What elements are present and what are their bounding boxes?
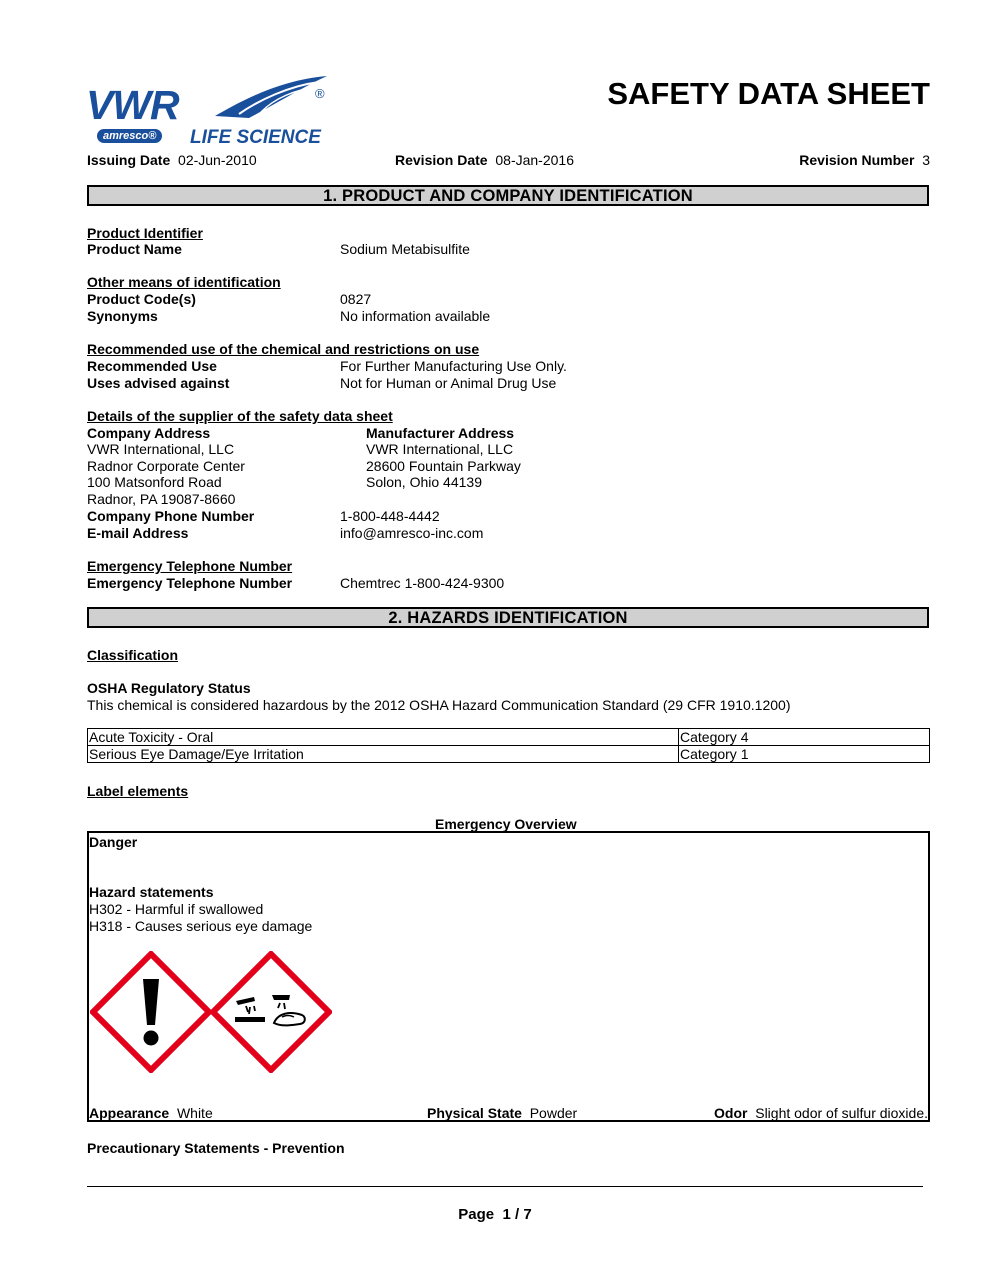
uses-against-value: Not for Human or Animal Drug Use	[340, 375, 557, 391]
revision-date	[395, 152, 574, 168]
issuing-date-label: Issuing Date	[87, 152, 171, 168]
recommended-use-heading: Recommended use of the chemical and restrictions on use	[87, 341, 480, 357]
emergency-overview-title: Emergency Overview	[435, 816, 577, 832]
hazard-category-cell: Category 4	[679, 729, 930, 746]
section-1-header: 1. PRODUCT AND COMPANY IDENTIFICATION	[87, 185, 929, 206]
table-row	[88, 746, 930, 763]
product-code-value: 0827	[340, 291, 372, 307]
emergency-phone-value: Chemtrec 1-800-424-9300	[340, 575, 505, 591]
hazard-statement: H302 - Harmful if swallowed	[89, 901, 264, 917]
exclamation-mark-icon	[90, 951, 212, 1073]
page-number	[0, 1206, 990, 1223]
synonyms-label: Synonyms	[87, 308, 158, 324]
revision-number	[799, 152, 930, 168]
synonyms-value: No information available	[340, 308, 491, 324]
uses-against-label: Uses advised against	[87, 375, 230, 391]
manufacturer-address-line: VWR International, LLC	[366, 441, 514, 457]
product-name-value: Sodium Metabisulfite	[340, 241, 470, 257]
osha-status-text: This chemical is considered hazardous by the 2012 OSHA Hazard Communication Standard (29 CFR 1910.1200)	[87, 697, 791, 713]
hazard-class-cell: Serious Eye Damage/Eye Irritation	[88, 746, 679, 763]
issuing-date	[87, 152, 257, 168]
company-address-line: VWR International, LLC	[87, 441, 235, 457]
page-label: Page	[458, 1206, 495, 1223]
classification-table	[87, 728, 930, 763]
logo-life-science: LIFE SCIENCE	[190, 127, 321, 148]
emergency-phone-label: Emergency Telephone Number	[87, 575, 293, 591]
hazard-statements-heading: Hazard statements	[89, 884, 214, 900]
company-address-line: Radnor Corporate Center	[87, 458, 245, 474]
company-phone-value: 1-800-448-4442	[340, 508, 440, 524]
physical-state-label: Physical State	[427, 1105, 522, 1121]
osha-status-label: OSHA Regulatory Status	[87, 680, 251, 696]
manufacturer-address-line: 28600 Fountain Parkway	[366, 458, 521, 474]
odor	[714, 1105, 928, 1121]
revision-date-label: Revision Date	[395, 152, 488, 168]
product-code-label: Product Code(s)	[87, 291, 196, 307]
physical-state	[427, 1105, 577, 1121]
recommended-use-value: For Further Manufacturing Use Only.	[340, 358, 567, 374]
email-value: info@amresco-inc.com	[340, 525, 484, 541]
page-value: 1 / 7	[502, 1206, 532, 1223]
document-title: SAFETY DATA SHEET	[607, 76, 930, 111]
section-2-header: 2. HAZARDS IDENTIFICATION	[87, 607, 929, 628]
appearance-value: White	[176, 1105, 213, 1121]
signal-word: Danger	[89, 834, 138, 850]
odor-value: Slight odor of sulfur dioxide.	[755, 1105, 928, 1121]
logo-vwr-text: VWR	[86, 82, 179, 128]
manufacturer-address-label: Manufacturer Address	[366, 425, 515, 441]
footer-divider	[87, 1186, 923, 1187]
company-address-line: 100 Matsonford Road	[87, 474, 222, 490]
product-identifier-heading: Product Identifier	[87, 225, 203, 241]
logo-registered-mark: ®	[315, 86, 325, 101]
supplier-heading: Details of the supplier of the safety data sheet	[87, 408, 393, 424]
label-elements-heading: Label elements	[87, 783, 189, 799]
classification-heading: Classification	[87, 647, 179, 663]
table-row	[88, 729, 930, 746]
company-address-line: Radnor, PA 19087-8660	[87, 491, 236, 507]
product-name-label: Product Name	[87, 241, 182, 257]
manufacturer-address-line: Solon, Ohio 44139	[366, 474, 482, 490]
issuing-date-value: 02-Jun-2010	[178, 152, 257, 168]
recommended-use-label: Recommended Use	[87, 358, 217, 374]
revision-date-value: 08-Jan-2016	[495, 152, 574, 168]
corrosion-icon	[210, 951, 332, 1073]
company-phone-label: Company Phone Number	[87, 508, 255, 524]
physical-state-value: Powder	[529, 1105, 578, 1121]
appearance	[89, 1105, 213, 1121]
hazard-class-cell: Acute Toxicity - Oral	[88, 729, 679, 746]
logo-amresco-badge: amresco®	[97, 129, 162, 143]
company-logo	[86, 72, 331, 152]
revision-number-label: Revision Number	[799, 152, 915, 168]
appearance-label: Appearance	[89, 1105, 170, 1121]
revision-number-value: 3	[922, 152, 930, 168]
odor-label: Odor	[714, 1105, 748, 1121]
precautionary-heading: Precautionary Statements - Prevention	[87, 1140, 345, 1156]
emergency-overview-box	[87, 831, 930, 1122]
company-address-label: Company Address	[87, 425, 211, 441]
hazard-statement: H318 - Causes serious eye damage	[89, 918, 313, 934]
emergency-phone-heading: Emergency Telephone Number	[87, 558, 293, 574]
other-means-heading: Other means of identification	[87, 274, 281, 290]
email-label: E-mail Address	[87, 525, 189, 541]
hazard-category-cell: Category 1	[679, 746, 930, 763]
